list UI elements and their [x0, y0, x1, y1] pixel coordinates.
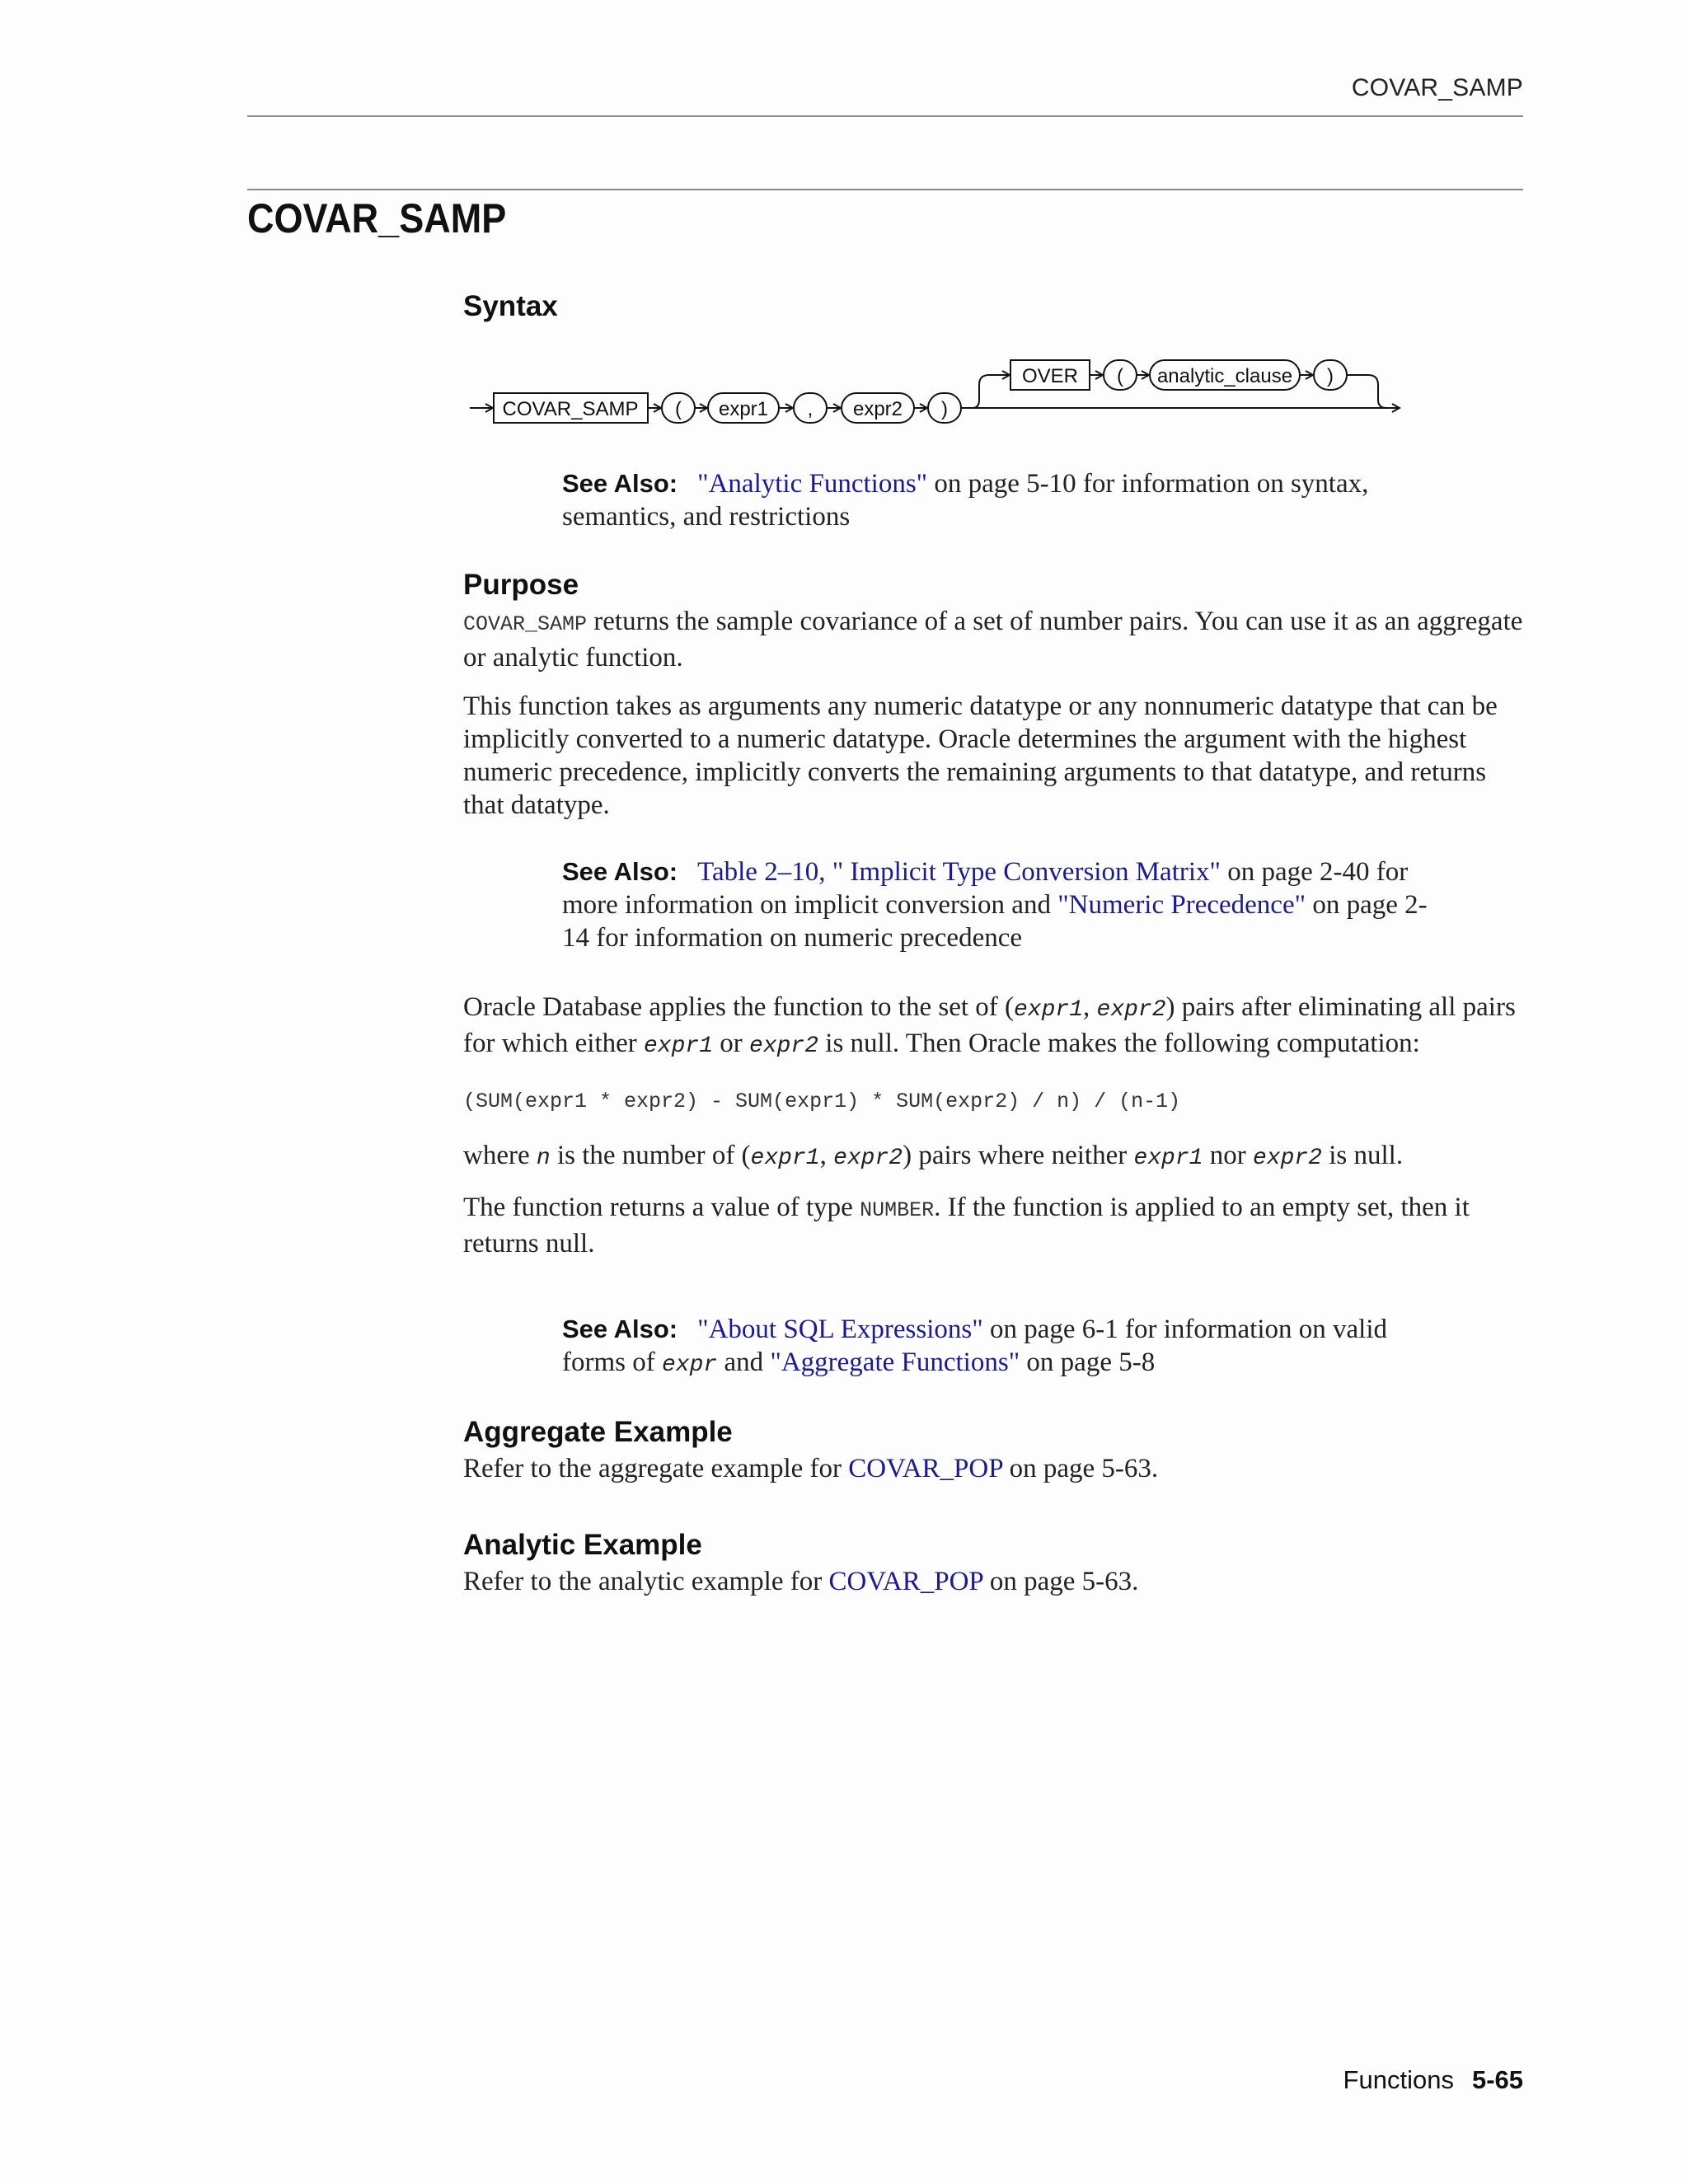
text: Oracle Database applies the function to the set of ( [463, 992, 1014, 1022]
title-rule [247, 189, 1523, 190]
analytic-example-text [463, 1565, 1526, 1598]
see-also-text: on page 6-1 for information on valid forms of [562, 1315, 1387, 1377]
text: Refer to the aggregate example for [463, 1454, 849, 1483]
footer-section: Functions [1343, 2065, 1454, 2094]
text: is null. [1321, 1141, 1404, 1170]
text: nor [1203, 1141, 1253, 1170]
link-aggregate-functions[interactable]: "Aggregate Functions" [770, 1347, 1020, 1377]
link-covar-pop[interactable]: COVAR_POP [848, 1454, 1003, 1483]
see-also-text: on page 5-10 for information on syntax, semantics, and restrictions [562, 469, 1369, 532]
code-expr1: expr1 [1014, 997, 1084, 1023]
diagram-arg-expr2: expr2 [852, 398, 903, 420]
diagram-analytic-clause: analytic_clause [1156, 365, 1293, 387]
see-also-label: See Also: [562, 1315, 678, 1343]
purpose-paragraph-1 [463, 605, 1526, 674]
link-covar-pop[interactable]: COVAR_POP [828, 1567, 983, 1596]
see-also-text: on page 2-40 for more information on implicit conversion and [562, 857, 1409, 920]
formula-code: (SUM(expr1 * expr2) - SUM(expr1) * SUM(expr2) / n) / (n-1) [463, 1090, 1181, 1113]
purpose-paragraph-4 [463, 1139, 1526, 1175]
diagram-keyword-over: OVER [1021, 365, 1079, 387]
see-also-label: See Also: [562, 469, 678, 498]
code-expr1: expr1 [644, 1033, 714, 1059]
computation-section [463, 991, 1526, 1260]
footer-page-number: 5-65 [1471, 2065, 1523, 2094]
aggregate-example-section [463, 1416, 1526, 1485]
analytic-example-heading: Analytic Example [463, 1529, 702, 1561]
see-also-text: and [717, 1347, 771, 1377]
link-about-sql-expressions[interactable]: "About SQL Expressions" [697, 1315, 983, 1344]
code-covar-samp: COVAR_SAMP [463, 612, 588, 636]
code-expr2: expr2 [1096, 997, 1166, 1023]
diagram-open-paren: ( [675, 398, 682, 420]
code-expr2: expr2 [833, 1146, 903, 1171]
see-also-expressions [562, 1313, 1436, 1382]
aggregate-example-heading: Aggregate Example [463, 1416, 733, 1448]
see-also-conversion [562, 855, 1436, 954]
link-numeric-precedence[interactable]: "Numeric Precedence" [1057, 890, 1306, 920]
diagram-arg-expr1: expr1 [718, 398, 769, 420]
code-expr: expr [661, 1352, 718, 1378]
purpose-paragraph-5 [463, 1191, 1526, 1260]
link-analytic-functions[interactable]: "Analytic Functions" [697, 469, 928, 499]
syntax-section [463, 290, 1526, 323]
page-title: COVAR_SAMP [247, 195, 507, 241]
diagram-over-open-paren: ( [1117, 365, 1123, 387]
purpose-paragraph-3 [463, 991, 1526, 1063]
text: on page 5-63. [982, 1567, 1139, 1596]
see-also-text: on page 2-14 for information on numeric precedence [562, 890, 1428, 953]
link-implicit-type-conversion-matrix[interactable]: Table 2–10, " Implicit Type Conversion Matrix" [697, 857, 1221, 887]
text: , [819, 1141, 834, 1170]
header-rule [247, 115, 1523, 117]
diagram-close-paren: ) [941, 398, 948, 420]
code-expr1: expr1 [750, 1146, 820, 1171]
text: . If the function is applied to an empty set, then it returns null. [463, 1193, 1470, 1258]
text: , [1083, 992, 1097, 1022]
purpose-heading: Purpose [463, 569, 579, 601]
syntax-heading: Syntax [463, 290, 558, 322]
code-expr1: expr1 [1133, 1146, 1203, 1171]
text: The function returns a value of type [463, 1193, 860, 1222]
page-footer [1343, 2065, 1523, 2095]
diagram-over-close-paren: ) [1327, 365, 1334, 387]
purpose-p1-text: returns the sample covariance of a set of number pairs. You can use it as an aggregate or analytic function. [463, 607, 1523, 673]
running-header: COVAR_SAMP [1351, 74, 1523, 101]
purpose-paragraph-2: This function takes as arguments any numeric datatype or any nonnumeric datatype that can be implicitly converted to a numeric datatype. Oracle determines the argument with the highest numeric precedence, implicitly converts the remaining arguments to that datatype, and returns that datatype. [463, 691, 1498, 820]
text: Refer to the analytic example for [463, 1567, 829, 1596]
code-n: n [536, 1146, 551, 1171]
text: or [713, 1029, 750, 1058]
text: ) pairs where neither [903, 1141, 1134, 1170]
see-also-analytic [562, 467, 1436, 533]
syntax-railroad-diagram [462, 350, 1409, 441]
see-also-label: See Also: [562, 857, 678, 886]
code-expr2: expr2 [749, 1033, 819, 1059]
diagram-keyword-covar-samp: COVAR_SAMP [502, 398, 639, 420]
purpose-section [463, 569, 1526, 822]
text: is null. Then Oracle makes the following computation: [818, 1029, 1420, 1058]
see-also-text: on page 5-8 [1020, 1347, 1156, 1377]
aggregate-example-text [463, 1452, 1526, 1485]
code-expr2: expr2 [1252, 1146, 1322, 1171]
text: is the number of ( [550, 1141, 751, 1170]
text: ) pairs after eliminating all pairs for which either [463, 992, 1516, 1058]
diagram-comma: , [807, 398, 814, 420]
text: where [463, 1141, 537, 1170]
code-number: NUMBER [860, 1198, 935, 1222]
text: on page 5-63. [1002, 1454, 1159, 1483]
analytic-example-section [463, 1529, 1526, 1598]
